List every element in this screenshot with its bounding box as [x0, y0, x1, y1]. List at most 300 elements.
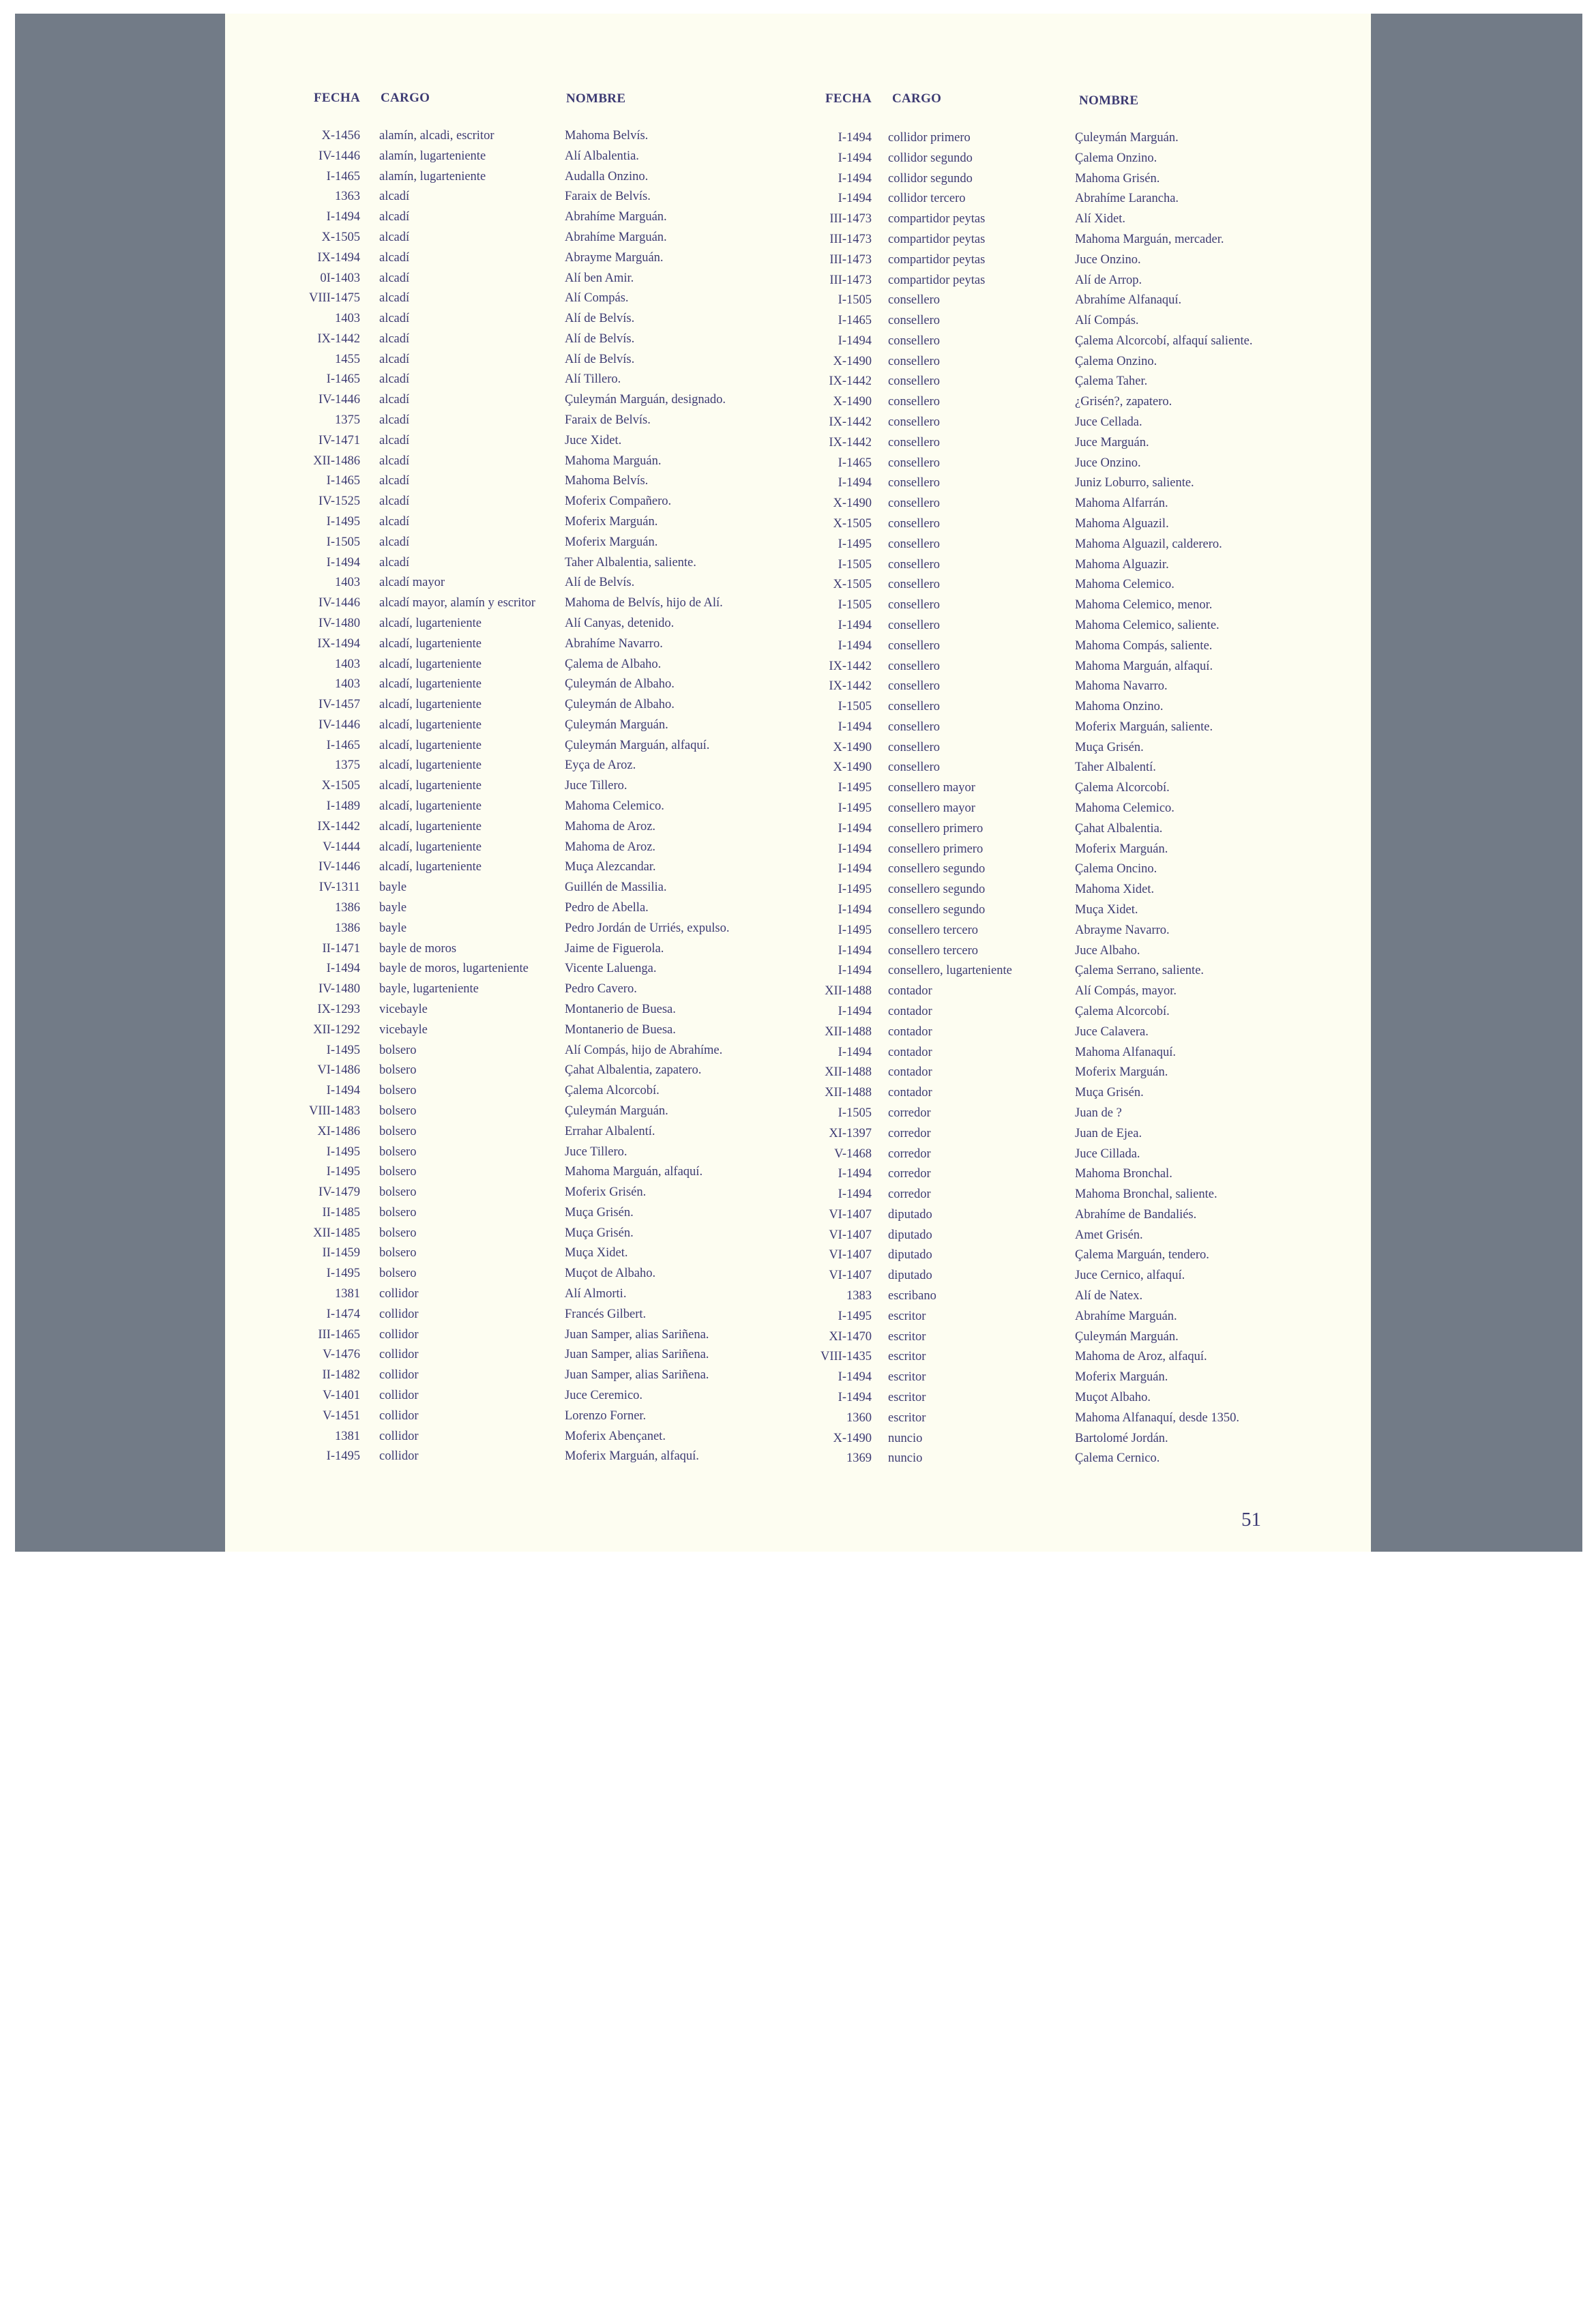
table-cell-nombre: Moferix Marguán. [565, 515, 658, 529]
table-cell-fecha: 1403 [335, 677, 360, 692]
table-cell-nombre: Jaime de Figuerola. [565, 941, 664, 956]
table-cell-cargo: consellero [888, 415, 941, 430]
table-cell-nombre: Çalema Alcorcobí, alfaquí saliente. [1075, 334, 1253, 348]
table-cell-cargo: bolsero [379, 1104, 417, 1118]
table-cell-nombre: Çuleymán de Albaho. [565, 677, 675, 692]
table-cell-cargo: bolsero [379, 1246, 417, 1260]
table-cell-fecha: IX-1442 [829, 415, 872, 430]
table-cell-cargo: escritor [888, 1370, 926, 1385]
table-cell-cargo: compartidor peytas [888, 252, 986, 267]
table-cell-cargo: alcadí [379, 413, 410, 428]
table-cell-nombre: Mahoma Alguazir. [1075, 557, 1169, 572]
table-cell-cargo: bolsero [379, 1043, 417, 1057]
table-cell-nombre: Alí de Belvís. [565, 352, 635, 366]
table-cell-nombre: Taher Albalentí. [1075, 760, 1156, 775]
table-cell-nombre: Mahoma Marguán, alfaquí. [1075, 659, 1213, 673]
table-cell-fecha: 1383 [846, 1289, 872, 1303]
table-cell-nombre: Alí de Belvís. [565, 576, 635, 590]
table-cell-cargo: collidor [379, 1327, 419, 1342]
table-cell-cargo: escritor [888, 1309, 926, 1323]
table-cell-fecha: 1363 [335, 190, 360, 204]
table-cell-fecha: I-1465 [326, 372, 360, 387]
table-cell-cargo: consellero [888, 374, 941, 389]
table-cell-fecha: X-1490 [833, 395, 872, 409]
table-cell-cargo: alamín, lugarteniente [379, 169, 486, 183]
table-cell-nombre: Moferix Abençanet. [565, 1429, 666, 1443]
table-cell-cargo: alcadí [379, 535, 410, 549]
table-cell-fecha: I-1495 [326, 1043, 360, 1057]
table-cell-cargo: collidor [379, 1287, 419, 1301]
table-cell-fecha: 1381 [335, 1287, 360, 1301]
table-cell-fecha: I-1494 [838, 964, 872, 978]
table-cell-cargo: consellero segundo [888, 903, 986, 917]
table-cell-nombre: Abrahíme de Bandaliés. [1075, 1207, 1197, 1222]
table-cell-nombre: Mahoma Celemico. [1075, 801, 1174, 816]
table-cell-nombre: Juce Onzino. [1075, 456, 1141, 470]
table-cell-fecha: I-1494 [838, 151, 872, 165]
table-cell-nombre: Alí de Arrop. [1075, 273, 1142, 287]
table-cell-nombre: Montanerio de Buesa. [565, 1022, 676, 1037]
table-cell-nombre: Mahoma Belvís. [565, 129, 649, 143]
table-cell-nombre: Faraix de Belvís. [565, 413, 651, 428]
table-cell-cargo: alcadí [379, 515, 410, 529]
table-cell-fecha: II-1482 [322, 1368, 360, 1383]
table-cell-cargo: vicebayle [379, 1002, 428, 1016]
table-cell-fecha: VIII-1435 [820, 1350, 872, 1364]
table-cell-cargo: alcadí, lugarteniente [379, 657, 482, 671]
left-header-fecha: FECHA [314, 91, 360, 105]
table-cell-nombre: Muça Grisén. [565, 1205, 634, 1220]
table-cell-nombre: Juce Cillada. [1075, 1147, 1140, 1161]
table-cell-cargo: bolsero [379, 1165, 417, 1179]
table-cell-nombre: Mahoma Alfanaquí. [1075, 1045, 1176, 1059]
table-cell-nombre: Juce Tillero. [565, 1144, 627, 1159]
table-cell-cargo: collidor [379, 1449, 419, 1464]
table-cell-fecha: I-1495 [838, 781, 872, 795]
table-cell-cargo: alamín, lugarteniente [379, 149, 486, 163]
table-cell-fecha: I-1495 [838, 883, 872, 897]
table-cell-nombre: Muça Grisén. [1075, 740, 1144, 754]
table-cell-cargo: consellero, lugarteniente [888, 964, 1012, 978]
table-cell-fecha: I-1495 [326, 1165, 360, 1179]
table-cell-fecha: IX-1442 [829, 679, 872, 694]
table-cell-cargo: bolsero [379, 1267, 417, 1281]
table-cell-nombre: Mahoma de Aroz, alfaquí. [1075, 1350, 1207, 1364]
table-cell-cargo: collidor [379, 1368, 419, 1383]
table-cell-fecha: III-1473 [829, 212, 872, 226]
table-cell-cargo: bolsero [379, 1144, 417, 1159]
table-cell-fecha: VI-1407 [829, 1207, 872, 1222]
table-cell-cargo: alcadí mayor, alamín y escritor [379, 596, 535, 610]
table-cell-nombre: Moferix Marguán. [1075, 1370, 1168, 1385]
table-cell-nombre: Abrahíme Marguán. [565, 230, 667, 244]
table-cell-nombre: Moferix Marguán. [565, 535, 658, 549]
table-cell-fecha: I-1494 [838, 1045, 872, 1059]
table-cell-nombre: Moferix Marguán. [1075, 842, 1168, 856]
table-cell-cargo: bolsero [379, 1205, 417, 1220]
table-cell-fecha: XII-1488 [825, 984, 872, 999]
table-cell-cargo: consellero [888, 760, 941, 775]
table-cell-cargo: corredor [888, 1167, 931, 1181]
table-cell-cargo: nuncio [888, 1451, 923, 1466]
table-cell-nombre: Juce Cernico, alfaquí. [1075, 1269, 1185, 1283]
table-cell-nombre: Juce Onzino. [1075, 252, 1141, 267]
table-cell-fecha: I-1494 [838, 334, 872, 348]
table-cell-fecha: I-1494 [838, 638, 872, 653]
table-cell-fecha: III-1473 [829, 273, 872, 287]
table-cell-cargo: corredor [888, 1106, 931, 1120]
table-cell-fecha: IV-1446 [319, 149, 360, 163]
table-cell-nombre: Muça Grisén. [565, 1226, 634, 1240]
table-cell-nombre: Abrahíme Marguán. [565, 210, 667, 224]
table-cell-nombre: Abrahíme Larancha. [1075, 192, 1179, 206]
table-cell-cargo: consellero tercero [888, 943, 978, 958]
table-cell-cargo: bolsero [379, 1185, 417, 1200]
table-cell-nombre: Amet Grisén. [1075, 1228, 1143, 1242]
table-cell-cargo: alcadí, lugarteniente [379, 738, 482, 752]
table-cell-nombre: Juniz Loburro, saliente. [1075, 476, 1194, 490]
table-cell-nombre: Mahoma Celemico, menor. [1075, 598, 1213, 612]
table-cell-cargo: consellero [888, 456, 941, 470]
table-cell-cargo: consellero [888, 395, 941, 409]
table-cell-fecha: 1403 [335, 576, 360, 590]
table-cell-nombre: Muça Grisén. [1075, 1086, 1144, 1100]
table-cell-fecha: IX-1293 [317, 1002, 360, 1016]
table-cell-fecha: 1360 [846, 1410, 872, 1425]
table-cell-cargo: collidor [379, 1307, 419, 1321]
table-cell-fecha: IV-1446 [319, 860, 360, 874]
table-cell-cargo: vicebayle [379, 1022, 428, 1037]
table-cell-fecha: X-1505 [321, 779, 360, 793]
table-cell-nombre: Moferix Grisén. [565, 1185, 647, 1200]
table-cell-cargo: collidor segundo [888, 151, 973, 165]
table-cell-fecha: I-1465 [326, 169, 360, 183]
table-cell-fecha: IV-1471 [319, 433, 360, 447]
table-cell-nombre: Mahoma Celemico. [1075, 578, 1174, 592]
table-cell-cargo: alcadí, lugarteniente [379, 698, 482, 712]
table-cell-fecha: IX-1442 [317, 819, 360, 833]
table-cell-nombre: Muça Alezcandar. [565, 860, 656, 874]
table-cell-cargo: consellero segundo [888, 862, 986, 876]
table-cell-nombre: Juce Tillero. [565, 779, 627, 793]
table-cell-fecha: VI-1407 [829, 1269, 872, 1283]
table-cell-fecha: V-1468 [834, 1147, 872, 1161]
table-cell-cargo: alcadí [379, 393, 410, 407]
table-cell-nombre: Juan Samper, alias Sariñena. [565, 1348, 709, 1362]
table-cell-fecha: III-1473 [829, 252, 872, 267]
table-cell-cargo: escritor [888, 1329, 926, 1344]
table-cell-nombre: Mahoma Xidet. [1075, 883, 1155, 897]
table-cell-nombre: Alí Xidet. [1075, 212, 1125, 226]
table-cell-nombre: Juce Albaho. [1075, 943, 1140, 958]
table-cell-cargo: nuncio [888, 1431, 923, 1445]
table-cell-nombre: Çalema Onzino. [1075, 151, 1157, 165]
table-cell-fecha: I-1495 [326, 515, 360, 529]
table-cell-cargo: compartidor peytas [888, 273, 986, 287]
table-cell-nombre: Alí Compás, hijo de Abrahíme. [565, 1043, 723, 1057]
table-cell-nombre: Juce Ceremico. [565, 1388, 643, 1402]
table-cell-fecha: I-1489 [326, 799, 360, 814]
table-cell-fecha: I-1494 [326, 555, 360, 570]
table-cell-nombre: Mahoma de Aroz. [565, 840, 656, 854]
table-cell-cargo: collidor [379, 1429, 419, 1443]
table-cell-nombre: Pedro Cavero. [565, 982, 637, 996]
table-cell-fecha: XII-1486 [313, 454, 360, 468]
table-cell-fecha: I-1465 [838, 456, 872, 470]
table-cell-fecha: I-1505 [326, 535, 360, 549]
table-cell-nombre: Çalema Taher. [1075, 374, 1148, 389]
table-cell-cargo: consellero [888, 476, 941, 490]
table-cell-cargo: alcadí [379, 372, 410, 387]
table-cell-fecha: I-1494 [838, 476, 872, 490]
table-cell-cargo: consellero [888, 700, 941, 714]
right-header-nombre: NOMBRE [1079, 93, 1139, 108]
table-cell-cargo: alamín, alcadi, escritor [379, 129, 494, 143]
table-cell-nombre: Alí de Belvís. [565, 312, 635, 326]
table-cell-cargo: consellero [888, 354, 941, 368]
table-cell-cargo: alcadí [379, 331, 410, 346]
table-cell-cargo: diputado [888, 1207, 932, 1222]
table-cell-cargo: consellero mayor [888, 781, 975, 795]
table-cell-cargo: alcadí [379, 555, 410, 570]
table-cell-cargo: alcadí [379, 352, 410, 366]
table-cell-fecha: I-1494 [838, 1370, 872, 1385]
table-cell-cargo: consellero [888, 578, 941, 592]
table-cell-fecha: 1455 [335, 352, 360, 366]
table-cell-nombre: Mahoma Bronchal, saliente. [1075, 1187, 1217, 1202]
table-cell-nombre: Çuleymán Marguán. [1075, 1329, 1179, 1344]
table-cell-cargo: consellero mayor [888, 801, 975, 816]
table-cell-cargo: compartidor peytas [888, 232, 986, 246]
table-cell-nombre: Mahoma Alguazil, calderero. [1075, 537, 1222, 551]
table-cell-fecha: 0I-1403 [320, 271, 360, 285]
table-cell-fecha: I-1495 [326, 1267, 360, 1281]
table-cell-fecha: 1375 [335, 758, 360, 773]
table-cell-nombre: Alí ben Amir. [565, 271, 634, 285]
table-cell-fecha: IV-1480 [319, 982, 360, 996]
table-cell-cargo: consellero [888, 598, 941, 612]
table-cell-nombre: Alí Compás. [565, 291, 629, 306]
table-cell-fecha: III-1465 [318, 1327, 360, 1342]
table-cell-nombre: Juan de Ejea. [1075, 1126, 1142, 1140]
table-cell-cargo: contador [888, 1065, 932, 1080]
table-cell-cargo: consellero [888, 334, 941, 348]
table-cell-fecha: I-1465 [326, 474, 360, 488]
table-cell-fecha: I-1494 [838, 171, 872, 186]
table-cell-cargo: bayle [379, 921, 407, 935]
table-cell-nombre: Taher Albalentia, saliente. [565, 555, 696, 570]
table-cell-cargo: alcadí, lugarteniente [379, 840, 482, 854]
table-cell-nombre: Abrahíme Navarro. [565, 636, 663, 651]
table-cell-cargo: collidor segundo [888, 171, 973, 186]
table-cell-fecha: 1369 [846, 1451, 872, 1466]
table-cell-nombre: Alí Compás, mayor. [1075, 984, 1177, 999]
table-cell-nombre: Abrahíme Marguán. [1075, 1309, 1177, 1323]
table-cell-cargo: consellero tercero [888, 923, 978, 937]
table-cell-cargo: alcadí, lugarteniente [379, 616, 482, 630]
table-cell-fecha: IV-1446 [319, 596, 360, 610]
table-cell-cargo: bayle de moros, lugarteniente [379, 962, 529, 976]
table-cell-nombre: Çuleymán Marguán. [565, 718, 668, 732]
table-cell-cargo: consellero [888, 537, 941, 551]
table-cell-fecha: I-1495 [838, 537, 872, 551]
table-cell-nombre: Çalema de Albaho. [565, 657, 662, 671]
table-cell-fecha: IV-1446 [319, 393, 360, 407]
table-cell-fecha: VI-1407 [829, 1248, 872, 1262]
table-cell-cargo: alcadí, lugarteniente [379, 758, 482, 773]
table-cell-fecha: 1375 [335, 413, 360, 428]
table-cell-fecha: I-1494 [838, 842, 872, 856]
table-cell-nombre: Pedro de Abella. [565, 901, 649, 915]
table-cell-nombre: Juan de ? [1075, 1106, 1122, 1120]
table-cell-cargo: corredor [888, 1126, 931, 1140]
table-cell-cargo: collidor [379, 1388, 419, 1402]
table-cell-fecha: XII-1488 [825, 1024, 872, 1039]
table-cell-cargo: collidor [379, 1408, 419, 1423]
table-cell-fecha: X-1490 [833, 760, 872, 775]
table-cell-cargo: alcadí [379, 190, 410, 204]
table-cell-cargo: alcadí, lugarteniente [379, 799, 482, 814]
table-cell-nombre: Çalema Onzino. [1075, 354, 1157, 368]
table-cell-nombre: Çahat Albalentia. [1075, 821, 1163, 836]
table-cell-fecha: XII-1292 [313, 1022, 360, 1037]
table-cell-fecha: I-1494 [326, 962, 360, 976]
table-cell-nombre: Mahoma Marguán, alfaquí. [565, 1165, 703, 1179]
table-cell-fecha: IX-1494 [317, 636, 360, 651]
table-cell-nombre: Faraix de Belvís. [565, 190, 651, 204]
right-header-cargo: CARGO [892, 91, 942, 106]
table-cell-fecha: I-1495 [838, 1309, 872, 1323]
right-header-fecha: FECHA [825, 91, 872, 106]
table-cell-cargo: consellero [888, 497, 941, 511]
table-cell-nombre: Mahoma Navarro. [1075, 679, 1168, 694]
table-cell-fecha: X-1456 [321, 129, 360, 143]
table-cell-nombre: Çuleymán Marguán. [565, 1104, 668, 1118]
table-cell-nombre: Çuleymán de Albaho. [565, 698, 675, 712]
table-cell-cargo: alcadí [379, 474, 410, 488]
table-cell-nombre: Moferix Marguán, saliente. [1075, 720, 1213, 734]
table-cell-nombre: Alí Albalentia. [565, 149, 639, 163]
table-cell-fecha: I-1495 [838, 801, 872, 816]
table-cell-fecha: I-1494 [838, 1167, 872, 1181]
table-cell-nombre: Çuleymán Marguán, alfaquí. [565, 738, 710, 752]
table-cell-nombre: Alí de Belvís. [565, 331, 635, 346]
table-cell-fecha: 1386 [335, 921, 360, 935]
table-cell-cargo: escritor [888, 1410, 926, 1425]
table-cell-nombre: Çalema Alcorcobí. [1075, 781, 1170, 795]
table-cell-cargo: bolsero [379, 1124, 417, 1138]
table-cell-nombre: Çalema Alcorcobí. [565, 1084, 660, 1098]
table-cell-fecha: V-1401 [323, 1388, 360, 1402]
table-cell-nombre: Muçot Albaho. [1075, 1390, 1151, 1404]
table-cell-nombre: Alí de Natex. [1075, 1289, 1143, 1303]
table-cell-fecha: 1403 [335, 657, 360, 671]
table-cell-fecha: I-1465 [838, 314, 872, 328]
table-cell-nombre: Alí Canyas, detenido. [565, 616, 675, 630]
table-cell-nombre: Abrahíme Alfanaquí. [1075, 293, 1182, 308]
table-cell-fecha: I-1494 [838, 1004, 872, 1018]
table-cell-nombre: Abrayme Marguán. [565, 250, 664, 265]
table-cell-cargo: consellero [888, 293, 941, 308]
table-cell-cargo: alcadí, lugarteniente [379, 819, 482, 833]
table-cell-nombre: Alí Tillero. [565, 372, 621, 387]
table-cell-nombre: Bartolomé Jordán. [1075, 1431, 1168, 1445]
table-cell-fecha: XI-1397 [829, 1126, 872, 1140]
table-cell-fecha: I-1494 [838, 1187, 872, 1202]
table-cell-fecha: II-1485 [322, 1205, 360, 1220]
table-cell-cargo: contador [888, 1024, 932, 1039]
table-cell-nombre: Muçot de Albaho. [565, 1267, 656, 1281]
table-cell-nombre: Francés Gilbert. [565, 1307, 647, 1321]
table-cell-cargo: alcadí, lugarteniente [379, 636, 482, 651]
table-cell-fecha: XII-1488 [825, 1086, 872, 1100]
table-cell-fecha: I-1474 [326, 1307, 360, 1321]
table-cell-cargo: bayle [379, 901, 407, 915]
table-cell-fecha: X-1490 [833, 354, 872, 368]
table-cell-cargo: consellero [888, 557, 941, 572]
table-cell-nombre: Guillén de Massilia. [565, 881, 667, 895]
table-cell-nombre: Eyça de Aroz. [565, 758, 636, 773]
table-cell-nombre: Çalema Cernico. [1075, 1451, 1160, 1466]
table-cell-cargo: alcadí [379, 210, 410, 224]
table-cell-fecha: I-1505 [838, 700, 872, 714]
table-cell-nombre: Juce Xidet. [565, 433, 622, 447]
table-cell-nombre: Çalema Alcorcobí. [1075, 1004, 1170, 1018]
table-cell-nombre: Muça Xidet. [565, 1246, 628, 1260]
table-cell-nombre: Moferix Marguán, alfaquí. [565, 1449, 699, 1464]
table-cell-nombre: Mahoma de Belvís, hijo de Alí. [565, 596, 723, 610]
table-cell-cargo: alcadí [379, 291, 410, 306]
page-number: 51 [1241, 1509, 1261, 1531]
table-cell-cargo: alcadí [379, 250, 410, 265]
table-cell-fecha: IV-1479 [319, 1185, 360, 1200]
table-cell-fecha: IX-1442 [317, 331, 360, 346]
table-cell-fecha: I-1495 [838, 923, 872, 937]
table-cell-fecha: IX-1442 [829, 435, 872, 449]
table-cell-nombre: Alí Almorti. [565, 1287, 627, 1301]
table-cell-cargo: diputado [888, 1248, 932, 1262]
table-cell-nombre: Juce Cellada. [1075, 415, 1142, 430]
table-cell-cargo: alcadí [379, 271, 410, 285]
table-cell-cargo: bayle, lugarteniente [379, 982, 479, 996]
table-cell-fecha: V-1451 [323, 1408, 360, 1423]
table-cell-fecha: I-1494 [326, 210, 360, 224]
table-cell-nombre: Çalema Oncino. [1075, 862, 1157, 876]
table-cell-nombre: Çahat Albalentia, zapatero. [565, 1063, 702, 1078]
table-cell-cargo: alcadí [379, 454, 410, 468]
table-cell-fecha: I-1505 [838, 557, 872, 572]
table-cell-cargo: escribano [888, 1289, 936, 1303]
table-cell-nombre: Pedro Jordán de Urriés, expulso. [565, 921, 730, 935]
table-cell-nombre: Mahoma Celemico. [565, 799, 664, 814]
table-cell-nombre: Errahar Albalentí. [565, 1124, 655, 1138]
table-cell-cargo: consellero primero [888, 842, 984, 856]
table-cell-cargo: alcadí, lugarteniente [379, 677, 482, 692]
table-cell-fecha: I-1505 [838, 1106, 872, 1120]
table-cell-fecha: I-1494 [838, 192, 872, 206]
table-cell-nombre: Mahoma Celemico, saliente. [1075, 618, 1220, 632]
table-cell-cargo: consellero [888, 618, 941, 632]
table-cell-nombre: Alí Compás. [1075, 314, 1139, 328]
table-cell-cargo: alcadí, lugarteniente [379, 718, 482, 732]
table-cell-cargo: collidor tercero [888, 192, 966, 206]
table-cell-fecha: IX-1442 [829, 374, 872, 389]
table-cell-nombre: Çalema Marguán, tendero. [1075, 1248, 1209, 1262]
table-cell-cargo: bolsero [379, 1226, 417, 1240]
table-cell-fecha: I-1494 [838, 943, 872, 958]
table-cell-fecha: IV-1525 [319, 494, 360, 509]
table-cell-fecha: V-1444 [323, 840, 360, 854]
